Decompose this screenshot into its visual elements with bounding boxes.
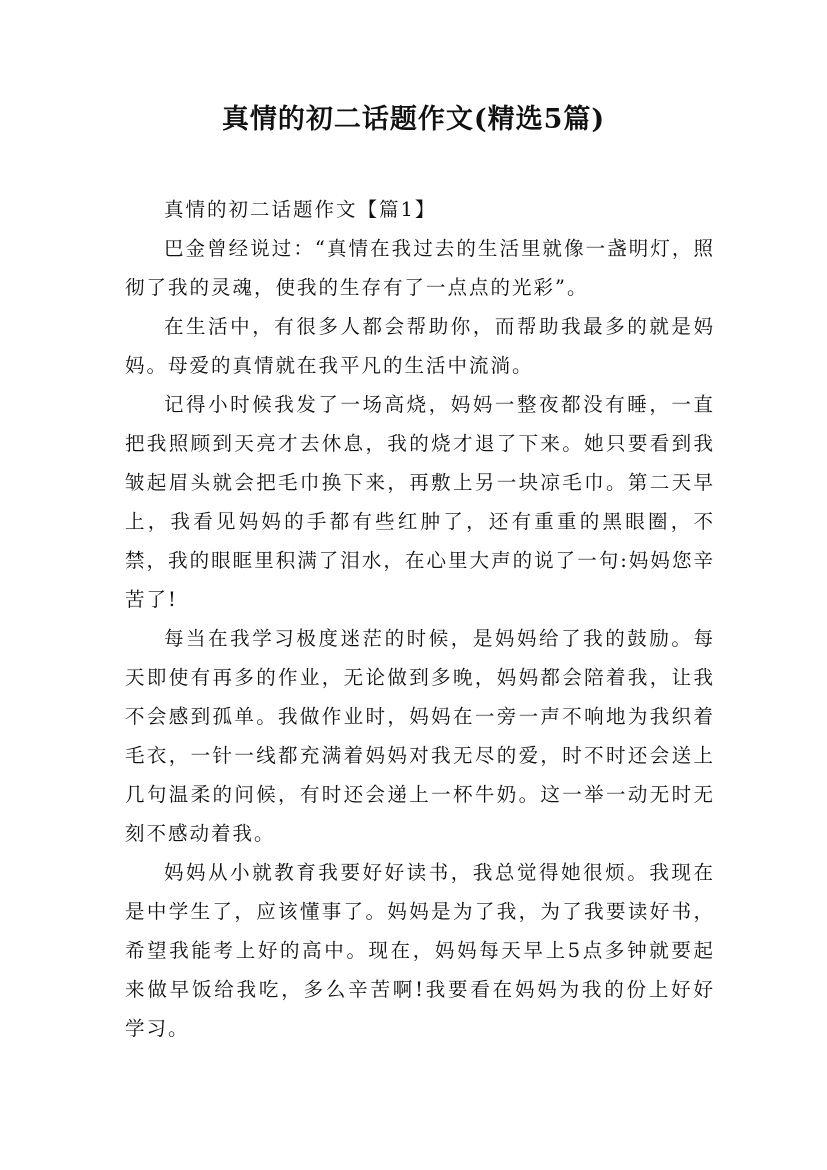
paragraph: 在生活中，有很多人都会帮助你，而帮助我最多的就是妈妈。母爱的真情就在我平凡的生活中流淌。 [125,315,715,377]
paragraph: 妈妈从小就教育我要好好读书，我总觉得她很烦。我现在是中学生了，应该懂事了。妈妈是为了我，为了我要读好书，希望我能考上好的高中。现在，妈妈每天早上5点多钟就要起来做早饭给我吃，多么辛苦啊!我要看在妈妈为我的份上好好学习。 [125,861,715,1040]
paragraph: 记得小时候我发了一场高烧，妈妈一整夜都没有睡，一直把我照顾到天亮才去休息，我的烧才退了下来。她只要看到我皱起眉头就会把毛巾换下来，再敷上另一块凉毛巾。第二天早上，我看见妈妈的手都有些红肿了，还有重重的黑眼圈，不禁，我的眼眶里积满了泪水，在心里大声的说了一句:妈妈您辛苦了! [125,393,715,611]
document-body [125,190,715,1048]
document-title: 真情的初二话题作文(精选5篇) [221,104,606,135]
paragraph: 巴金曾经说过：“真情在我过去的生活里就像一盏明灯，照彻了我的灵魂，使我的生存有了一点点的光彩”。 [125,237,715,299]
section-heading: 真情的初二话题作文【篇1】 [164,198,437,221]
paragraph: 每当在我学习极度迷茫的时候，是妈妈给了我的鼓励。每天即使有再多的作业，无论做到多晚，妈妈都会陪着我，让我不会感到孤单。我做作业时，妈妈在一旁一声不响地为我织着毛衣，一针一线都充满着妈妈对我无尽的爱，时不时还会送上几句温柔的问候，有时还会递上一杯牛奶。这一举一动无时无刻不感动着我。 [125,627,715,845]
